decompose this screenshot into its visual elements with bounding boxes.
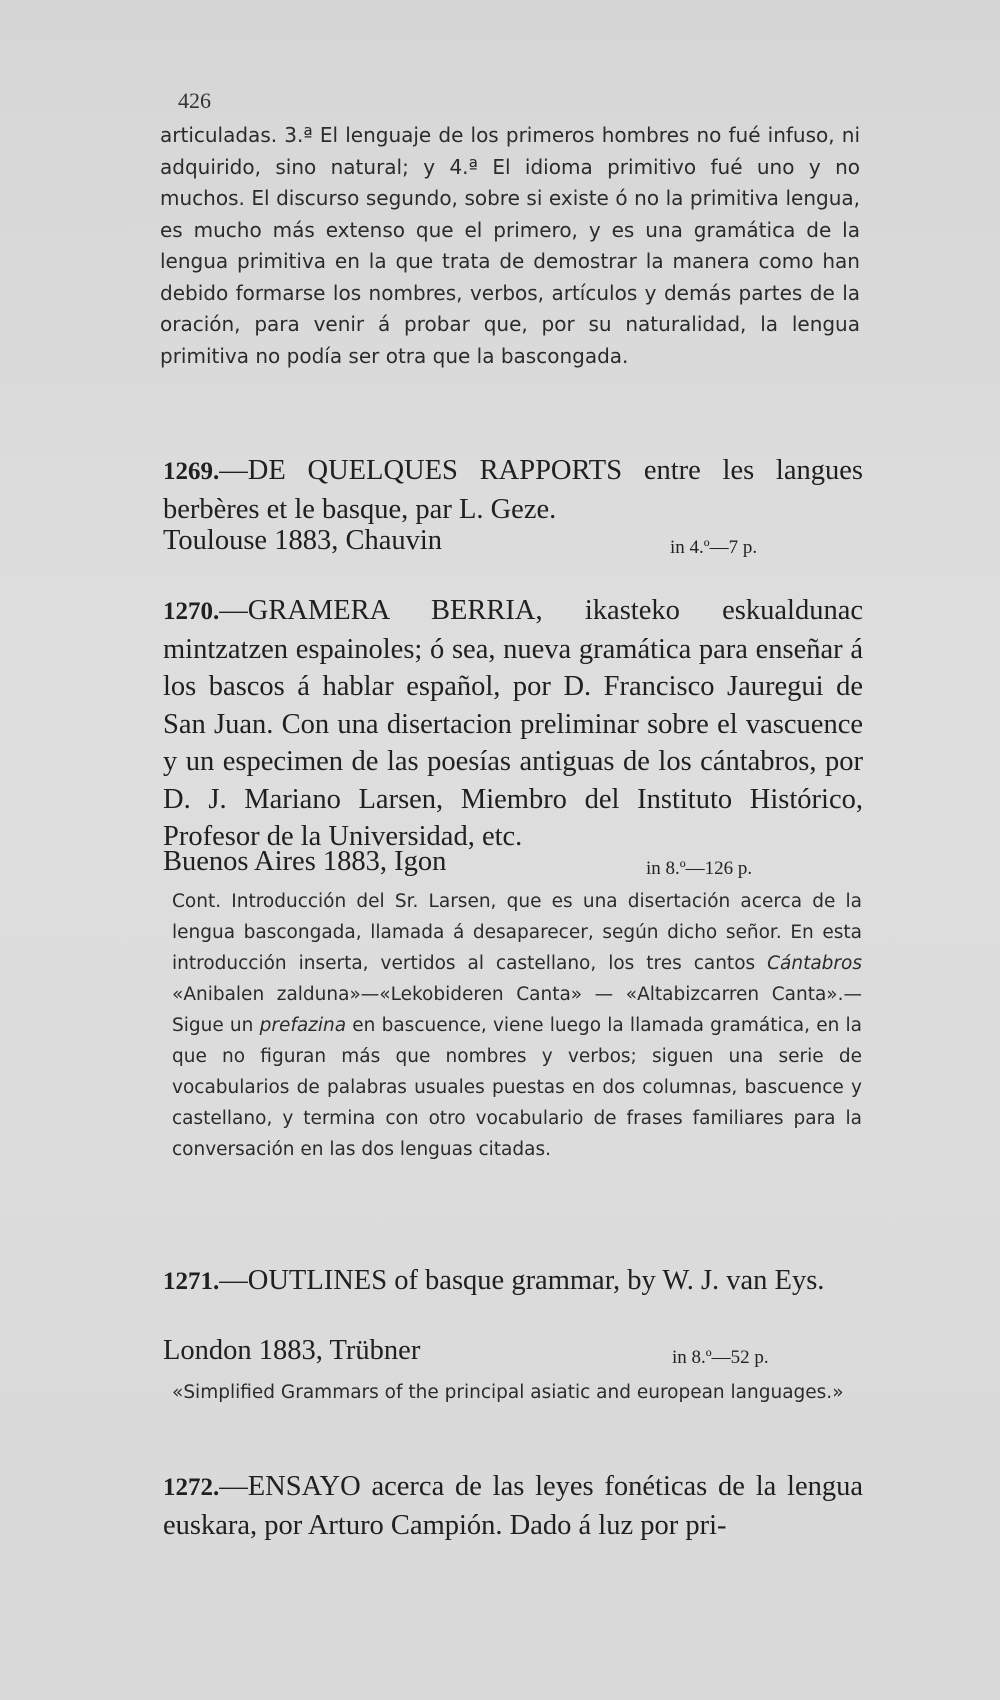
- entry-number: 1272.: [163, 1474, 220, 1501]
- note-italic: Cántabros: [767, 953, 862, 974]
- note-text: en bascuence, viene luego la llamada gramática, en la que no figuran más que nombres y verbos; siguen una serie de vocabularios de palabras usuales puestas en dos columnas, bascuence y castellano, y termina con otro vocabulario de frases familiares para la conversación en las dos lenguas citadas.: [172, 1015, 862, 1160]
- entry-1270-format: in 8.º—126 p.: [646, 858, 753, 879]
- note-italic: prefazina: [259, 1015, 347, 1036]
- entry-1271-note: «Simplified Grammars of the principal asiatic and european languages.»: [172, 1382, 844, 1403]
- note-text: Cont. Introducción del Sr. Larsen, que es una disertación acerca de la lengua bascongada, llamada á desaparecer, según dicho señor. En esta introducción inserta, vertidos al castellano, los tres cantos: [172, 891, 862, 974]
- entry-number: 1269.: [163, 458, 220, 485]
- entry-1271-imprint: London 1883, Trübner: [163, 1335, 421, 1366]
- entry-1270: [163, 592, 863, 856]
- entry-1269-format: in 4.º—7 p.: [670, 537, 758, 558]
- entry-1269-imprint: Toulouse 1883, Chauvin: [163, 525, 443, 556]
- entry-title: —OUTLINES of basque grammar, by W. J. van Eys.: [219, 1265, 825, 1296]
- page-number: 426: [178, 88, 211, 113]
- intro-paragraph: articuladas. 3.ª El lenguaje de los primeros hombres no fué infuso, ni adquirido, sino natural; y 4.ª El idioma primitivo fué uno y no muchos. El discurso segundo, sobre si existe ó no la primitiva lengua, es mucho más extenso que el primero, y es una gramática de la lengua primitiva en la que trata de demostrar la manera como han debido formarse los nombres, verbos, artículos y demás partes de la oración, para venir á probar que, por su naturalidad, la lengua primitiva no podía ser otra que la bascongada.: [160, 123, 860, 368]
- entry-title: —GRAMERA BERRIA, ikasteko eskualdunac mintzatzen espainoles; ó sea, nueva gramática para enseñar á los bascos á hablar español, por D. Francisco Jauregui de San Juan. Con una disertacion preliminar sobre el vascuence y un especimen de las poesías antiguas de los cántabros, por D. J. Mariano Larsen, Miembro del Instituto Histórico, Profesor de la Universidad, etc.: [163, 595, 863, 852]
- entry-1271-format: in 8.º—52 p.: [672, 1347, 769, 1368]
- entry-title: —ENSAYO acerca de las leyes fonéticas de la lengua euskara, por Arturo Campión. Dado á luz por pri-: [163, 1471, 863, 1541]
- entry-1272: [163, 1468, 863, 1544]
- entry-1271: [163, 1262, 863, 1301]
- entry-number: 1271.: [163, 1268, 220, 1295]
- entry-1269: [163, 452, 863, 528]
- note-text: «Anibalen zalduna»—«Lekobideren Canta» — «Altabizcarren Canta».— Sigue un: [172, 984, 862, 1036]
- entry-title: —DE QUELQUES RAPPORTS entre les langues berbères et le basque, par L. Geze.: [163, 455, 863, 525]
- entry-1270-note: [172, 886, 862, 1165]
- entry-1270-imprint: Buenos Aires 1883, Igon: [163, 846, 447, 877]
- entry-number: 1270.: [163, 598, 220, 625]
